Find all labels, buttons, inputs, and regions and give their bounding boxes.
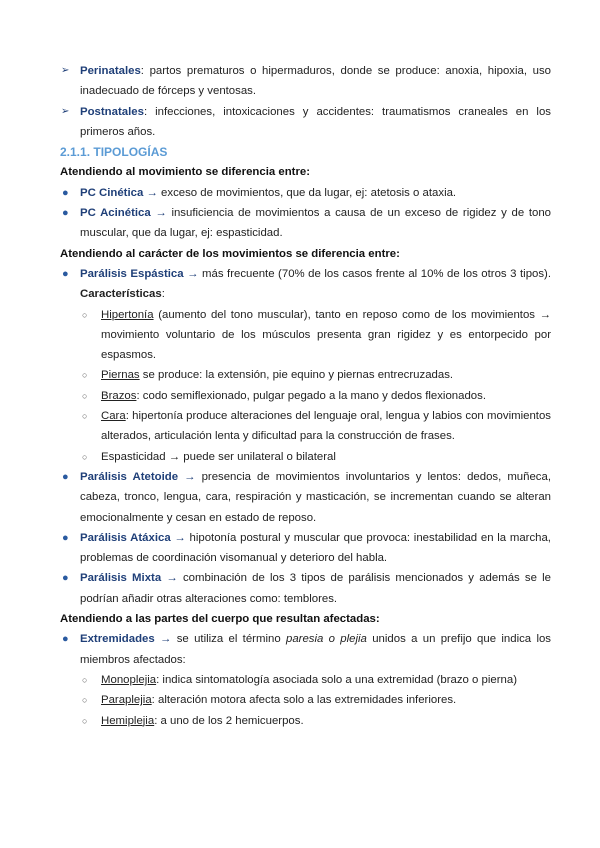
characteristics-list [80,305,551,467]
list-item: ● Extremidades → se utiliza el término paresia o plejia unidos a un prefijo que indica los miembros afectados: ○ Monoplejia: indica sintomatología asociada solo a una extremidad (brazo o pierna) ○ Paraplejia: alteración motora afecta solo a las extremidades inferiores. ○ Hemiplejia: a uno de los 2 hemicuerpos. [60,629,551,730]
dot-bullet-icon: ● [62,267,69,280]
circle-bullet-icon: ○ [82,390,88,401]
arrow-icon: → [160,633,172,646]
dot-bullet-icon: ● [62,470,69,483]
circle-bullet-icon: ○ [82,674,88,685]
body-parts-heading: Atendiendo a las partes del cuerpo que resultan afectadas: [60,613,380,626]
list-item: ● Parálisis Atetoide → presencia de movimientos involuntarios y lentos: dedos, muñeca, cabeza, tronco, lengua, cara, respiración y masticación, se incrementan cuando se alteran emocionalmente y cesan en estado de reposo. [60,467,551,528]
list-item: ○ Cara: hipertonía produce alteraciones del lenguaje oral, lengua y labios con movimientos alterados, articulación lenta y dificultad para la construcción de frases. [80,406,551,447]
character-heading: Atendiendo al carácter de los movimientos se diferencia entre: [60,247,400,260]
list-item: ○ Piernas se produce: la extensión, pie equino y piernas entrecruzadas. [80,365,551,385]
movement-list [60,183,551,244]
dot-bullet-icon: ● [62,633,69,646]
list-item: ➢ Postnatales: infecciones, intoxicaciones y accidentes: traumatismos craneales en los primeros años. [60,102,551,143]
circle-bullet-icon: ○ [82,370,88,381]
list-item: ● PC Acinética → insuficiencia de movimientos a causa de un exceso de rigidez y de tono muscular, que da lugar, ej: espasticidad. [60,203,551,244]
dot-bullet-icon: ● [62,186,69,199]
body-parts-list [60,629,551,730]
list-item: ○ Espasticidad → puede ser unilateral o bilateral [80,447,551,467]
circle-bullet-icon: ○ [82,411,88,422]
arrow-icon: → [155,207,167,220]
arrow-bullet-icon: ➢ [61,105,70,117]
list-item: ○ Hipertonía (aumento del tono muscular), tanto en reposo como de los movimientos → movimiento voluntario de los músculos presenta gran rigidez y es entorpecido por espasmos. [80,305,551,366]
circle-bullet-icon: ○ [82,451,88,462]
arrow-icon: → [166,572,178,585]
arrow-icon: → [146,186,158,199]
dot-bullet-icon: ● [62,207,69,220]
dot-bullet-icon: ● [62,531,69,544]
circle-bullet-icon: ○ [82,695,88,706]
list-item: ○ Monoplejia: indica sintomatología asociada solo a una extremidad (brazo o pierna) [80,670,551,690]
character-list [60,264,551,609]
arrow-icon: → [187,267,199,280]
list-item: ● Parálisis Espástica → más frecuente (70% de los casos frente al 10% de los otros 3 tipos). Características: ○ Hipertonía (aumento del tono muscular), tanto en reposo como de los movimientos → movimiento voluntario de los músculos presenta gran rigidez y es entorpecido por espasmos. ○ Piernas se produce: la extensión, pie equino y piernas entrecruzadas. ○ Brazos: codo semiflexionado, pulgar pegado a la mano y dedos flexionados. ○ Cara: hipertonía produce alteraciones del lenguaje oral, lengua y labios con movimientos alterados, articulación lenta y dificultad para la construcción de frases. ○ Espasticidad → puede ser unilateral o bilateral [60,264,551,467]
arrow-bullet-icon: ➢ [61,65,70,76]
list-item: ● PC Cinética → exceso de movimientos, que da lugar, ej: atetosis o ataxia. [60,183,551,203]
arrow-icon: → [184,470,196,483]
circle-bullet-icon: ○ [82,309,88,320]
list-item: ➢ Perinatales: partos prematuros o hipermaduros, donde se produce: anoxia, hipoxia, uso inadecuado de fórceps y ventosas. [60,61,551,102]
list-item: ○ Hemiplejia: a uno de los 2 hemicuerpos. [80,711,551,731]
list-item: ○ Brazos: codo semiflexionado, pulgar pegado a la mano y dedos flexionados. [80,386,551,406]
list-item: ○ Paraplejia: alteración motora afecta solo a las extremidades inferiores. [80,690,551,710]
causes-list [60,61,551,142]
arrow-icon: → [174,531,186,544]
dot-bullet-icon: ● [62,572,69,585]
extremities-list [80,670,551,731]
list-item: ● Parálisis Mixta → combinación de los 3 tipos de parálisis mencionados y además se le podrían añadir otras alteraciones como: temblores. [60,568,551,609]
section-heading: 2.1.1. TIPOLOGÍAS [60,145,168,160]
movement-heading: Atendiendo al movimiento se diferencia entre: [60,166,311,179]
list-item: ● Parálisis Atáxica → hipotonía postural y muscular que provoca: inestabilidad en la marcha, problemas de coordinación visomanual y deterioro del habla. [60,528,551,569]
circle-bullet-icon: ○ [82,715,88,726]
